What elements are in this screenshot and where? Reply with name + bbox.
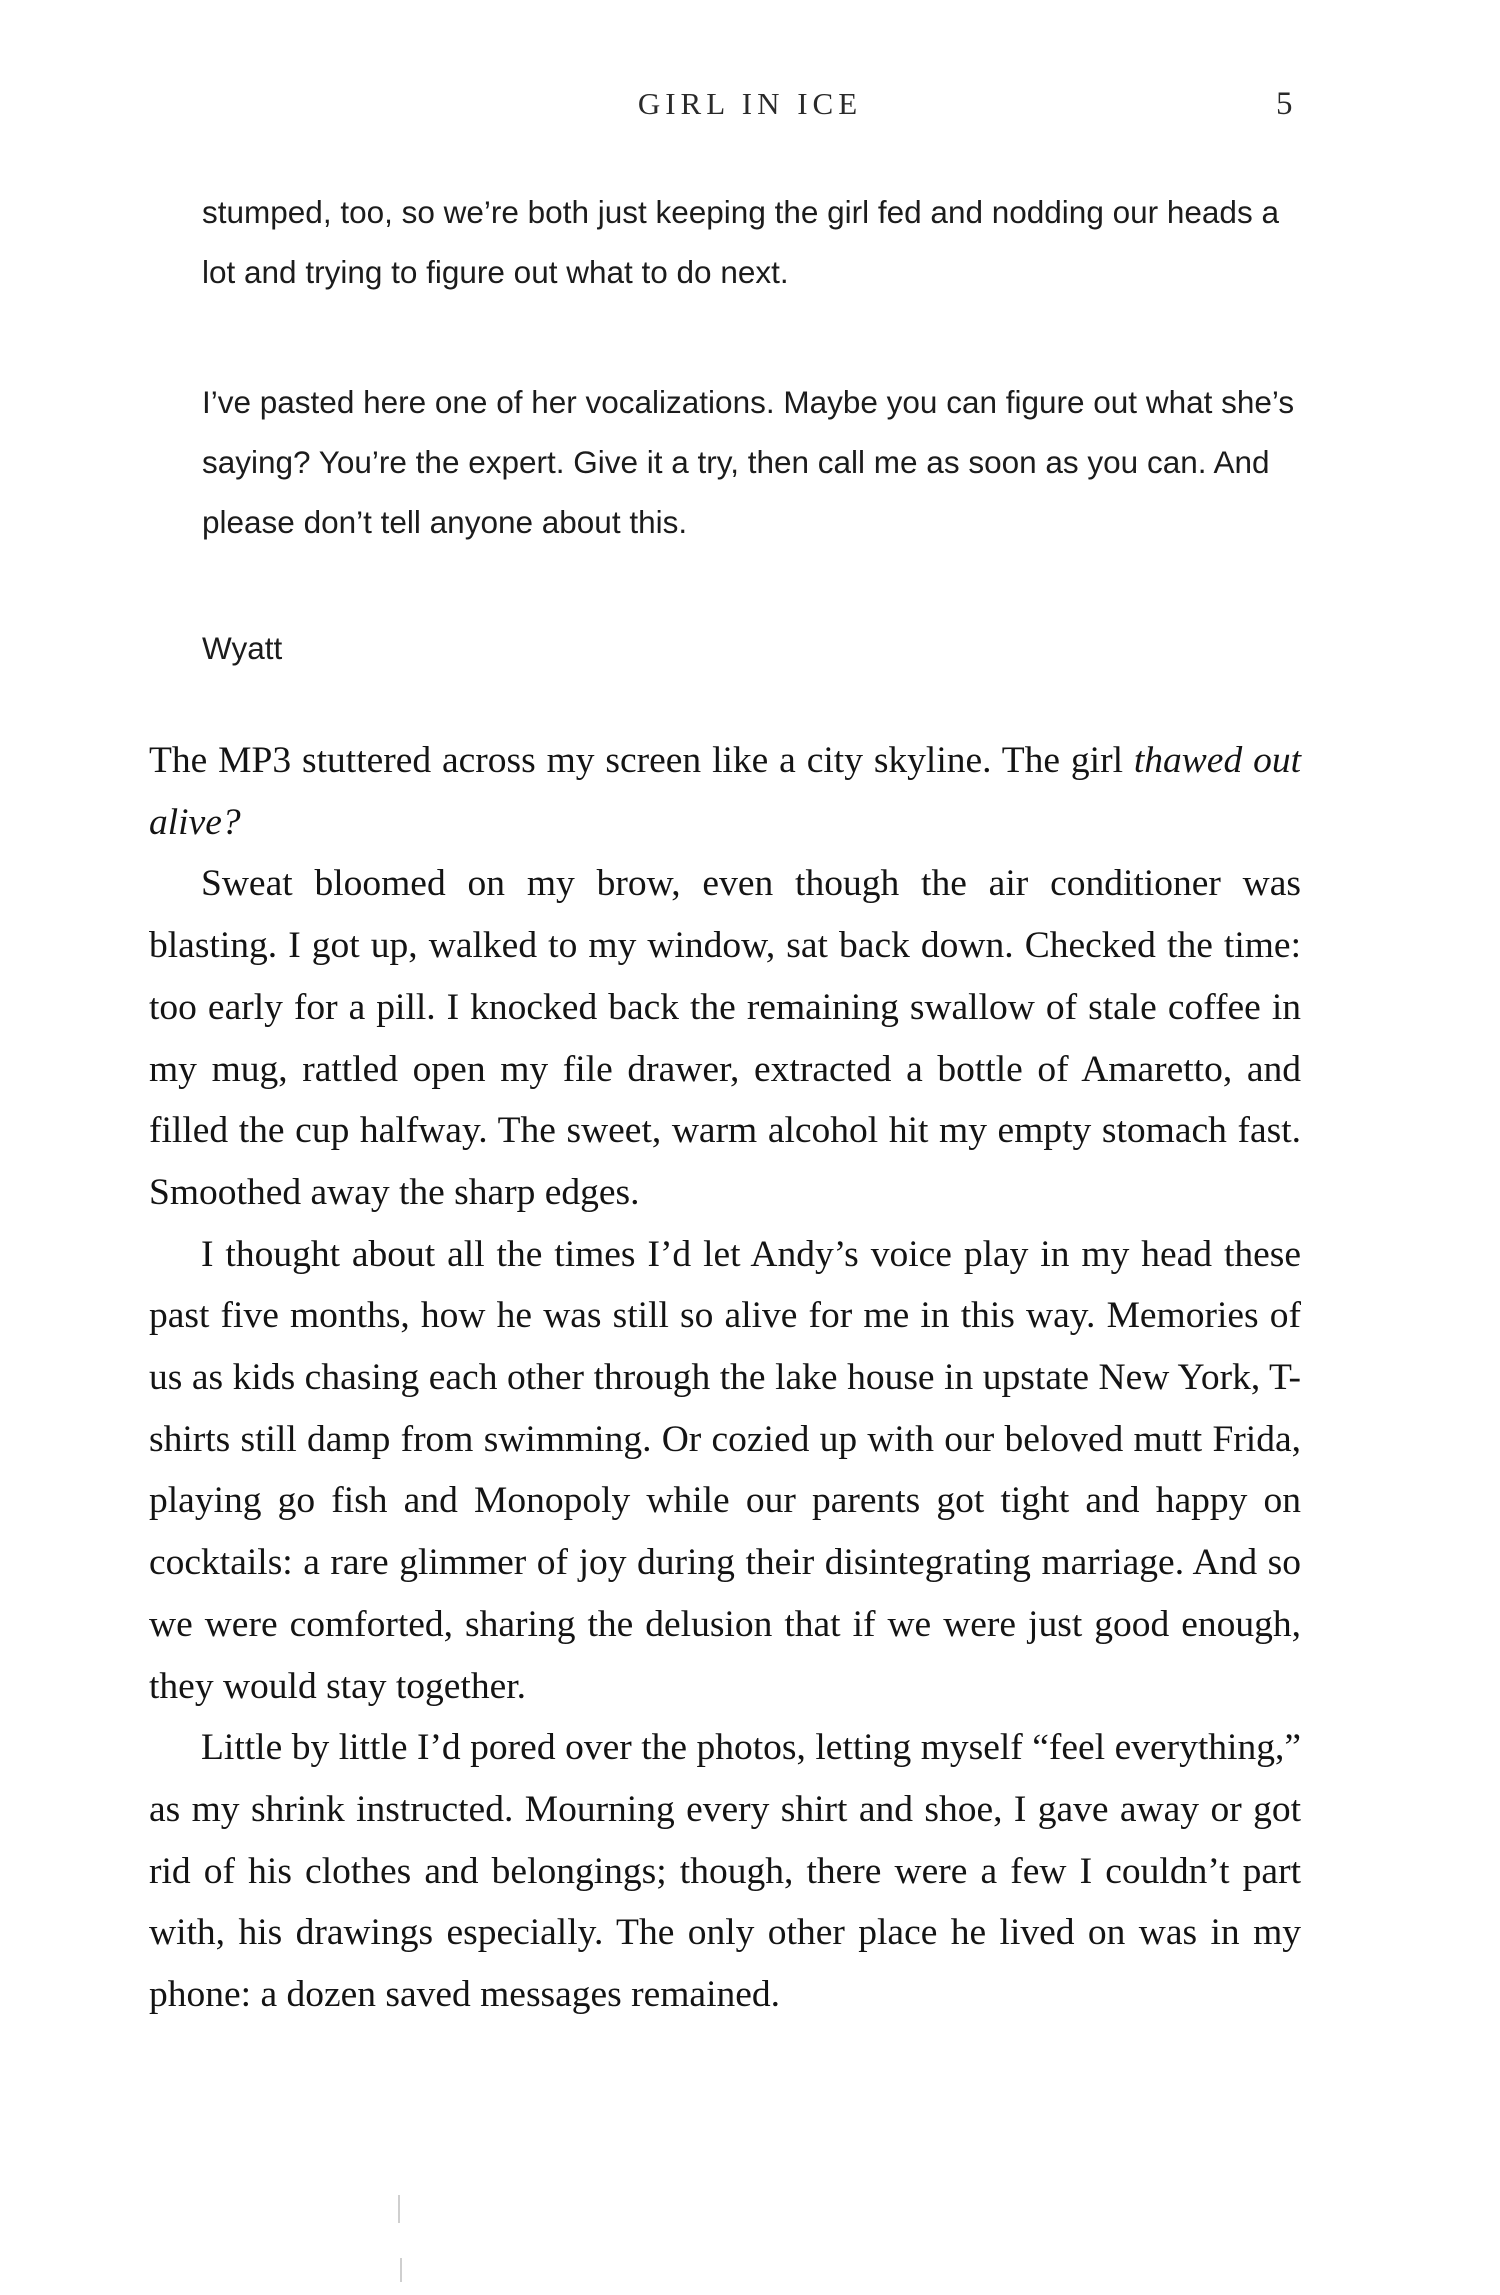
body-paragraph-1 — [149, 730, 1301, 853]
body-text — [149, 730, 1301, 2026]
body-paragraph-2: Sweat bloomed on my brow, even though the air conditioner was blasting. I got up, walked to my window, sat back down. Checked the time: too early for a pill. I knocked back the remaining swallow of stale coffee in my mug, rattled open my file drawer, extracted a bottle of Amaretto, and filled the cup halfway. The sweet, warm alcohol hit my empty stomach fast. Smoothed away the sharp edges. — [149, 863, 1301, 1213]
email-paragraph-1: stumped, too, so we’re both just keeping the girl fed and nodding our heads a lot and trying to figure out what to do next. — [202, 194, 1279, 290]
email-block — [202, 182, 1312, 678]
email-signature: Wyatt — [202, 630, 283, 666]
body-paragraph-1-italic: thawed out alive? — [149, 740, 1302, 843]
body-paragraph-1-text: The MP3 stuttered across my screen like a city skyline. The girl — [149, 740, 1134, 781]
running-title: GIRL IN ICE — [637, 86, 863, 121]
scan-mark — [398, 2195, 400, 2223]
email-paragraph-2: I’ve pasted here one of her vocalizations. Maybe you can figure out what she’s saying? You’re the expert. Give it a try, then call me as soon as you can. And please don’t tell anyone about this. — [202, 384, 1295, 540]
body-paragraph-4: Little by little I’d pored over the photos, letting myself “feel everything,” as my shrink instructed. Mourning every shirt and shoe, I gave away or got rid of his clothes and belongings; though, there were a few I couldn’t part with, his drawings especially. The only other place he lived on was in my phone: a dozen saved messages remained. — [149, 1727, 1301, 2016]
running-header — [0, 86, 1500, 136]
scan-mark — [400, 2258, 402, 2282]
page-number: 5 — [1276, 86, 1293, 122]
body-paragraph-3: I thought about all the times I’d let Andy’s voice play in my head these past five months, how he was still so alive for me in this way. Memories of us as kids chasing each other through the lake house in upstate New York, T-shirts still damp from swimming. Or cozied up with our beloved mutt Frida, playing go fish and Monopoly while our parents got tight and happy on cocktails: a rare glimmer of joy during their disintegrating marriage. And so we were comforted, sharing the delusion that if we were just good enough, they would stay together. — [149, 1233, 1301, 1707]
